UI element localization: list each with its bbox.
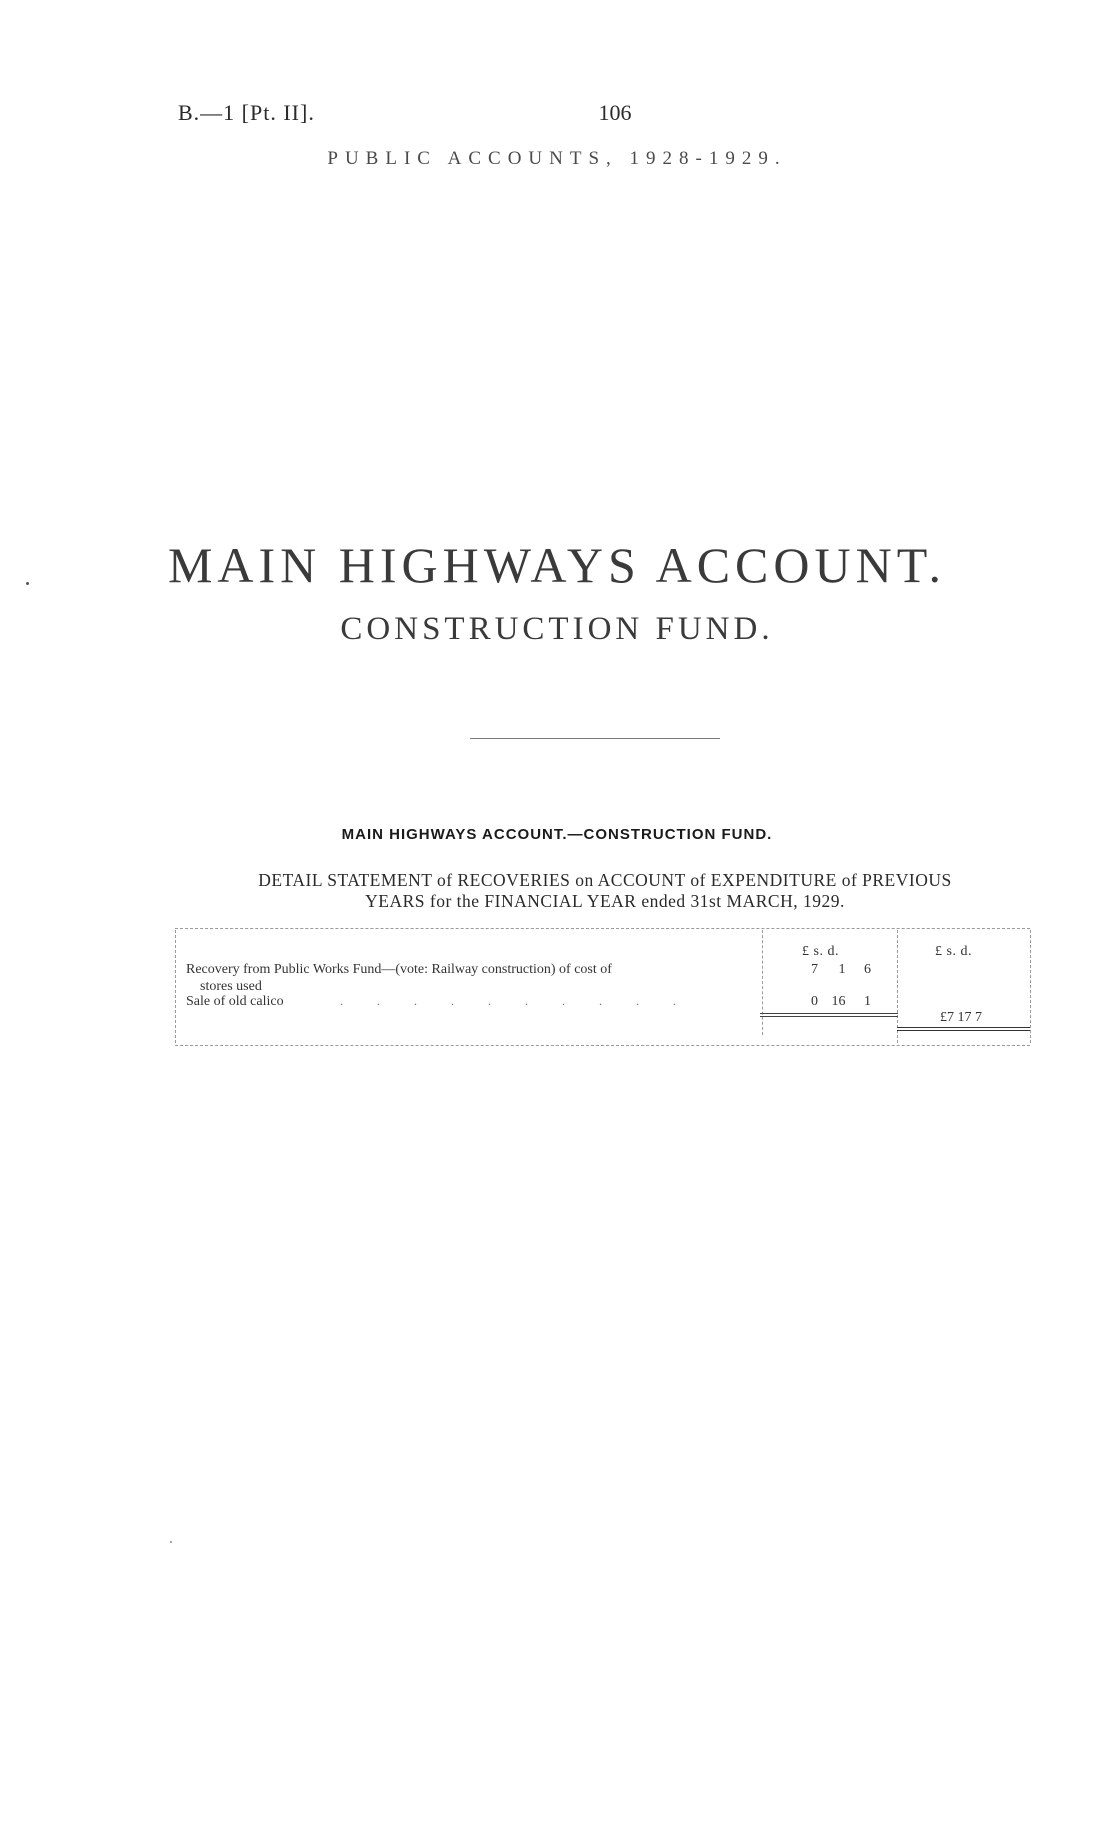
column-heading-total: £ s. d.	[935, 944, 972, 959]
statement-description	[175, 870, 1035, 912]
stray-mark	[170, 1541, 172, 1543]
page-title: MAIN HIGHWAYS ACCOUNT.	[167, 537, 947, 593]
page-subtitle: CONSTRUCTION FUND.	[340, 611, 774, 647]
table-row-amount	[800, 962, 871, 978]
table-row-description-continued: stores used	[200, 979, 262, 994]
table-row-amount	[800, 994, 871, 1010]
total-double-rule	[897, 1030, 1030, 1031]
table-row-description: Recovery from Public Works Fund—(vote: Railway construction) of cost of	[186, 962, 612, 977]
statement-description-line1: DETAIL STATEMENT of RECOVERIES on ACCOUNT of EXPENDITURE of PREVIOUS	[258, 870, 952, 890]
table-column-divider	[762, 930, 763, 1035]
document-reference: B.—1 [Pt. II].	[178, 100, 315, 125]
page-number: 106	[598, 100, 632, 125]
table-bottom-rule	[175, 1045, 1030, 1046]
amount-shillings: 1	[838, 962, 846, 977]
section-heading: MAIN HIGHWAYS ACCOUNT.—CONSTRUCTION FUND.	[341, 826, 773, 843]
column-heading-amount: £ s. d.	[802, 944, 839, 959]
amount-pounds: 0	[811, 994, 818, 1009]
table-top-rule	[175, 928, 1030, 929]
table-left-border	[175, 930, 176, 1043]
statement-description-line2: YEARS for the FINANCIAL YEAR ended 31st MARCH, 1929.	[365, 891, 845, 911]
subtotal-rule	[760, 1013, 898, 1014]
subtotal-rule	[760, 1016, 898, 1017]
dot-leaders: ..........	[340, 994, 710, 1008]
table-row-description: Sale of old calico	[186, 994, 284, 1009]
total-double-rule	[897, 1027, 1030, 1028]
total-amount: £7 17 7	[940, 1010, 982, 1025]
amount-shillings: 16	[831, 994, 846, 1009]
amount-pence: 6	[864, 962, 871, 977]
amount-pounds: 7	[811, 962, 818, 977]
running-title: PUBLIC ACCOUNTS, 1928-1929.	[327, 148, 787, 169]
amount-pence: 1	[864, 994, 871, 1009]
divider-rule	[470, 738, 720, 739]
